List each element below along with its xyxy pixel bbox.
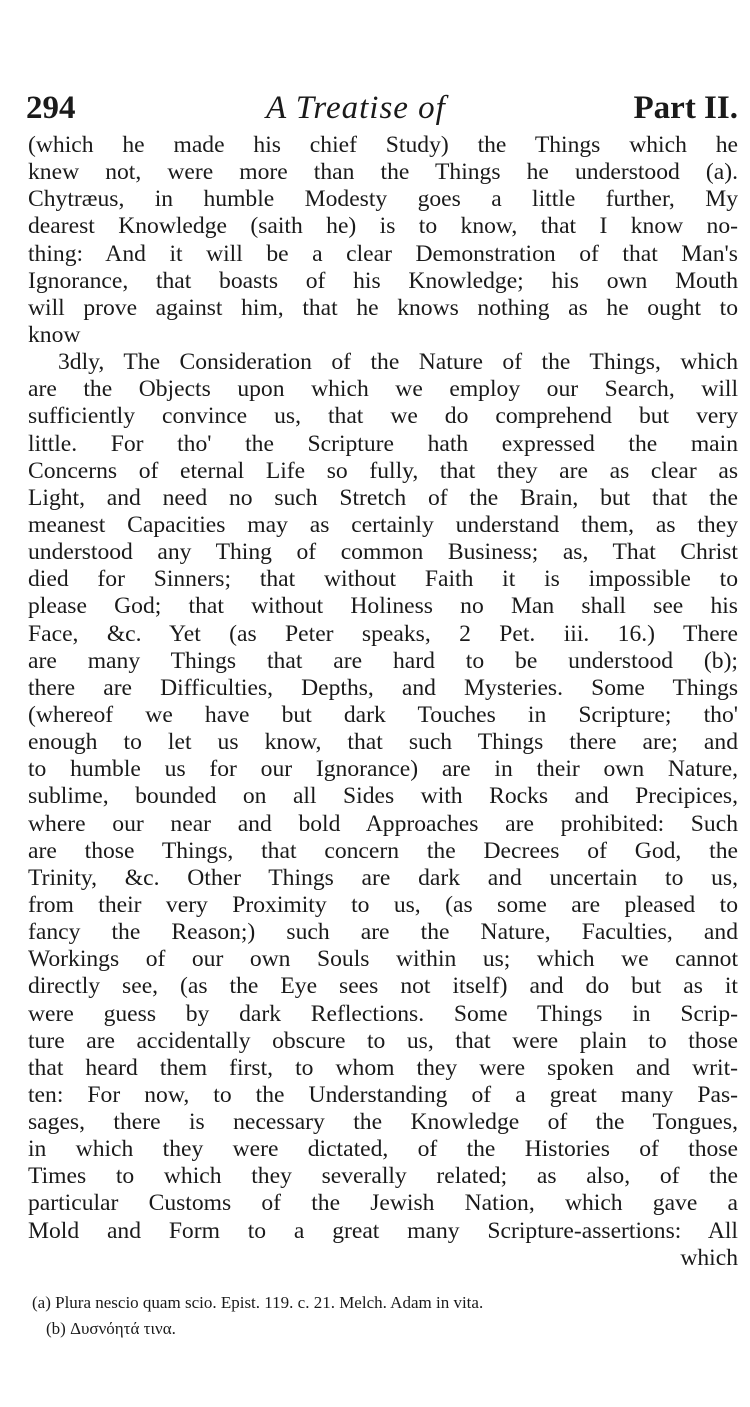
body-text <box>28 132 738 1272</box>
text-line: died for Sinners; that without Faith it is impossible to <box>28 566 738 593</box>
text-line: 3dly, The Consideration of the Nature of the Things, which <box>58 349 738 376</box>
text-line: where our near and bold Approaches are prohibited: Such <box>28 810 738 837</box>
catchword: which <box>680 1244 738 1271</box>
text-line: from their very Proximity to us, (as some are pleased to <box>28 891 738 918</box>
text-line: (which he made his chief Study) the Things which he <box>28 132 738 158</box>
footnotes <box>32 1290 732 1342</box>
text-line: are the Objects upon which we employ our Search, will <box>28 376 738 403</box>
text-line: Trinity, &c. Other Things are dark and uncertain to us, <box>28 864 738 891</box>
part-label: Part II. <box>633 90 738 126</box>
text-line: Concerns of eternal Life so fully, that they are as clear as <box>28 457 738 484</box>
text-line: fancy the Reason;) such are the Nature, Faculties, and <box>28 919 738 946</box>
text-line: sages, there is necessary the Knowledge of the Tongues, <box>28 1109 738 1136</box>
text-line: that heard them first, to whom they were spoken and writ- <box>28 1054 738 1081</box>
text-line: understood any Thing of common Business; as, That Christ <box>28 539 738 566</box>
footnote-b: (b) Δυσνόητά τινα. <box>46 1319 176 1338</box>
text-line: Face, &c. Yet (as Peter speaks, 2 Pet. iii. 16.) There <box>28 620 738 647</box>
page-number: 294 <box>26 90 76 126</box>
text-line: in which they were dictated, of the Histories of those <box>28 1136 738 1163</box>
text-line: Ignorance, that boasts of his Knowledge; his own Mouth <box>28 267 738 294</box>
footnote-a: (a) Plura nescio quam scio. Epist. 119. c. 21. Melch. Adam in vita. <box>32 1293 484 1312</box>
text-line: thing: And it will be a clear Demonstration of that Man's <box>28 240 738 267</box>
text-line: will prove against him, that he knows nothing as he ought to <box>28 294 738 321</box>
text-line: Light, and need no such Stretch of the Brain, but that the <box>28 484 738 511</box>
text-line: were guess by dark Reflections. Some Things in Scrip- <box>28 1000 738 1027</box>
text-line: Chytræus, in humble Modesty goes a little further, My <box>28 186 738 213</box>
text-line: meanest Capacities may as certainly understand them, as they <box>28 511 738 538</box>
text-line: are many Things that are hard to be understood (b); <box>28 647 738 674</box>
text-line: to humble us for our Ignorance) are in their own Nature, <box>28 756 738 783</box>
text-line: ten: For now, to the Understanding of a great many Pas- <box>28 1081 738 1108</box>
text-line: know <box>28 321 81 348</box>
text-line: little. For tho' the Scripture hath expressed the main <box>28 430 738 457</box>
text-line: there are Difficulties, Depths, and Mysteries. Some Things <box>28 674 738 701</box>
text-line: particular Customs of the Jewish Nation, which gave a <box>28 1190 738 1217</box>
text-line: are those Things, that concern the Decrees of God, the <box>28 837 738 864</box>
text-line: dearest Knowledge (saith he) is to know, that I know no- <box>28 213 738 240</box>
text-line: sufficiently convince us, that we do comprehend but very <box>28 403 738 430</box>
text-line: sublime, bounded on all Sides with Rocks and Precipices, <box>28 783 738 810</box>
text-line: directly see, (as the Eye sees not itself) and do but as it <box>28 973 738 1000</box>
text-line: (whereof we have but dark Touches in Scripture; tho' <box>28 701 738 728</box>
text-line: please God; that without Holiness no Man shall see his <box>28 593 738 620</box>
text-line: knew not, were more than the Things he understood (a). <box>28 159 738 186</box>
text-line: Workings of our own Souls within us; which we cannot <box>28 946 738 973</box>
running-title: A Treatise of <box>266 90 446 126</box>
text-line: enough to let us know, that such Things there are; and <box>28 729 738 756</box>
text-line: Mold and Form to a great many Scripture-assertions: All <box>28 1217 738 1244</box>
text-line: ture are accidentally obscure to us, that were plain to those <box>28 1027 738 1054</box>
text-line: Times to which they severally related; as also, of the <box>28 1163 738 1190</box>
running-header <box>26 86 738 130</box>
